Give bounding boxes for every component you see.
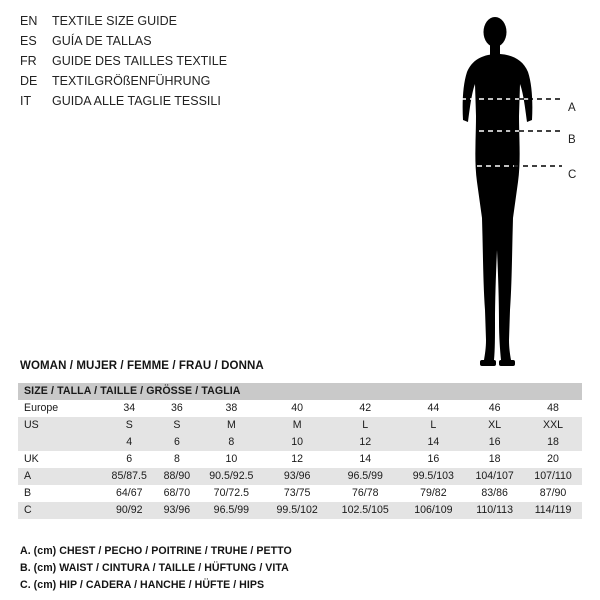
cell: 36	[156, 400, 197, 417]
cell: XXL	[524, 417, 582, 434]
legend-line-b: B. (cm) WAIST / CINTURA / TAILLE / HÜFTUNG / VITA	[20, 562, 289, 574]
title-text-en: TEXTILE SIZE GUIDE	[52, 14, 178, 28]
cell: 73/75	[265, 485, 329, 502]
title-text-fr: GUIDE DES TAILLES TEXTILE	[52, 54, 228, 68]
cell: 76/78	[329, 485, 402, 502]
cell: 38	[197, 400, 265, 417]
table-row	[18, 400, 582, 417]
size-table	[18, 383, 582, 519]
table-row	[18, 485, 582, 502]
title-text-es: GUÍA DE TALLAS	[52, 34, 152, 48]
cell: L	[329, 417, 402, 434]
cell: XL	[465, 417, 524, 434]
cell: 20	[524, 451, 582, 468]
cell: 102.5/105	[329, 502, 402, 519]
cell: 18	[524, 434, 582, 451]
row-label	[18, 434, 102, 451]
title-text-de: TEXTILGRÖßENFÜHRUNG	[52, 74, 211, 88]
table-row	[18, 417, 582, 434]
table-row	[18, 468, 582, 485]
table-row	[18, 502, 582, 519]
cell: 14	[329, 451, 402, 468]
title-row	[20, 34, 360, 54]
cell: 34	[102, 400, 156, 417]
cell: L	[402, 417, 466, 434]
cell: 42	[329, 400, 402, 417]
woman-section-header: WOMAN / MUJER / FEMME / FRAU / DONNA	[20, 360, 264, 372]
cell: 18	[465, 451, 524, 468]
measurement-guides	[440, 10, 590, 370]
cell: 110/113	[465, 502, 524, 519]
cell: 44	[402, 400, 466, 417]
cell: 106/109	[402, 502, 466, 519]
guide-label-a: A	[568, 102, 576, 114]
cell: 85/87.5	[102, 468, 156, 485]
title-lang-de: DE	[20, 74, 38, 88]
cell: 107/110	[524, 468, 582, 485]
table-row	[18, 451, 582, 468]
title-lang-fr: FR	[20, 54, 37, 68]
cell: 6	[156, 434, 197, 451]
cell: 8	[197, 434, 265, 451]
cell: 16	[402, 451, 466, 468]
cell: 68/70	[156, 485, 197, 502]
cell: 12	[265, 451, 329, 468]
cell: 10	[197, 451, 265, 468]
cell: M	[197, 417, 265, 434]
guide-label-c: C	[568, 169, 577, 181]
cell: M	[265, 417, 329, 434]
cell: S	[102, 417, 156, 434]
title-lang-en: EN	[20, 14, 38, 28]
title-row	[20, 54, 360, 74]
title-text-it: GUIDA ALLE TAGLIE TESSILI	[52, 94, 221, 108]
cell: 96.5/99	[329, 468, 402, 485]
title-lang-it: IT	[20, 94, 32, 108]
cell: 16	[465, 434, 524, 451]
cell: 6	[102, 451, 156, 468]
measurement-legend	[20, 543, 580, 594]
size-table-wrapper	[18, 383, 582, 519]
guide-label-b: B	[568, 134, 576, 146]
cell: S	[156, 417, 197, 434]
cell: 87/90	[524, 485, 582, 502]
row-label: A	[18, 468, 102, 485]
cell: 88/90	[156, 468, 197, 485]
cell: 99.5/103	[402, 468, 466, 485]
title-row	[20, 14, 360, 34]
cell: 46	[465, 400, 524, 417]
cell: 8	[156, 451, 197, 468]
title-lang-es: ES	[20, 34, 37, 48]
row-label: Europe	[18, 400, 102, 417]
row-label: B	[18, 485, 102, 502]
cell: 96.5/99	[197, 502, 265, 519]
table-row	[18, 434, 582, 451]
cell: 10	[265, 434, 329, 451]
cell: 64/67	[102, 485, 156, 502]
cell: 90.5/92.5	[197, 468, 265, 485]
cell: 93/96	[156, 502, 197, 519]
cell: 70/72.5	[197, 485, 265, 502]
cell: 79/82	[402, 485, 466, 502]
legend-line-c: C. (cm) HIP / CADERA / HANCHE / HÜFTE / HIPS	[20, 579, 265, 591]
row-label: US	[18, 417, 102, 434]
cell: 12	[329, 434, 402, 451]
cell: 104/107	[465, 468, 524, 485]
cell: 14	[402, 434, 466, 451]
cell: 4	[102, 434, 156, 451]
row-label: C	[18, 502, 102, 519]
title-row	[20, 74, 360, 94]
title-block	[20, 14, 360, 114]
cell: 93/96	[265, 468, 329, 485]
legend-line-a: A. (cm) CHEST / PECHO / POITRINE / TRUHE / PETTO	[20, 545, 292, 557]
cell: 90/92	[102, 502, 156, 519]
title-row	[20, 94, 360, 114]
row-label: UK	[18, 451, 102, 468]
cell: 99.5/102	[265, 502, 329, 519]
cell: 83/86	[465, 485, 524, 502]
cell: 48	[524, 400, 582, 417]
table-header-row	[18, 383, 582, 400]
cell: 114/119	[524, 502, 582, 519]
cell: 40	[265, 400, 329, 417]
table-header-cell: SIZE / TALLA / TAILLE / GRÖSSE / TAGLIA	[18, 383, 582, 400]
